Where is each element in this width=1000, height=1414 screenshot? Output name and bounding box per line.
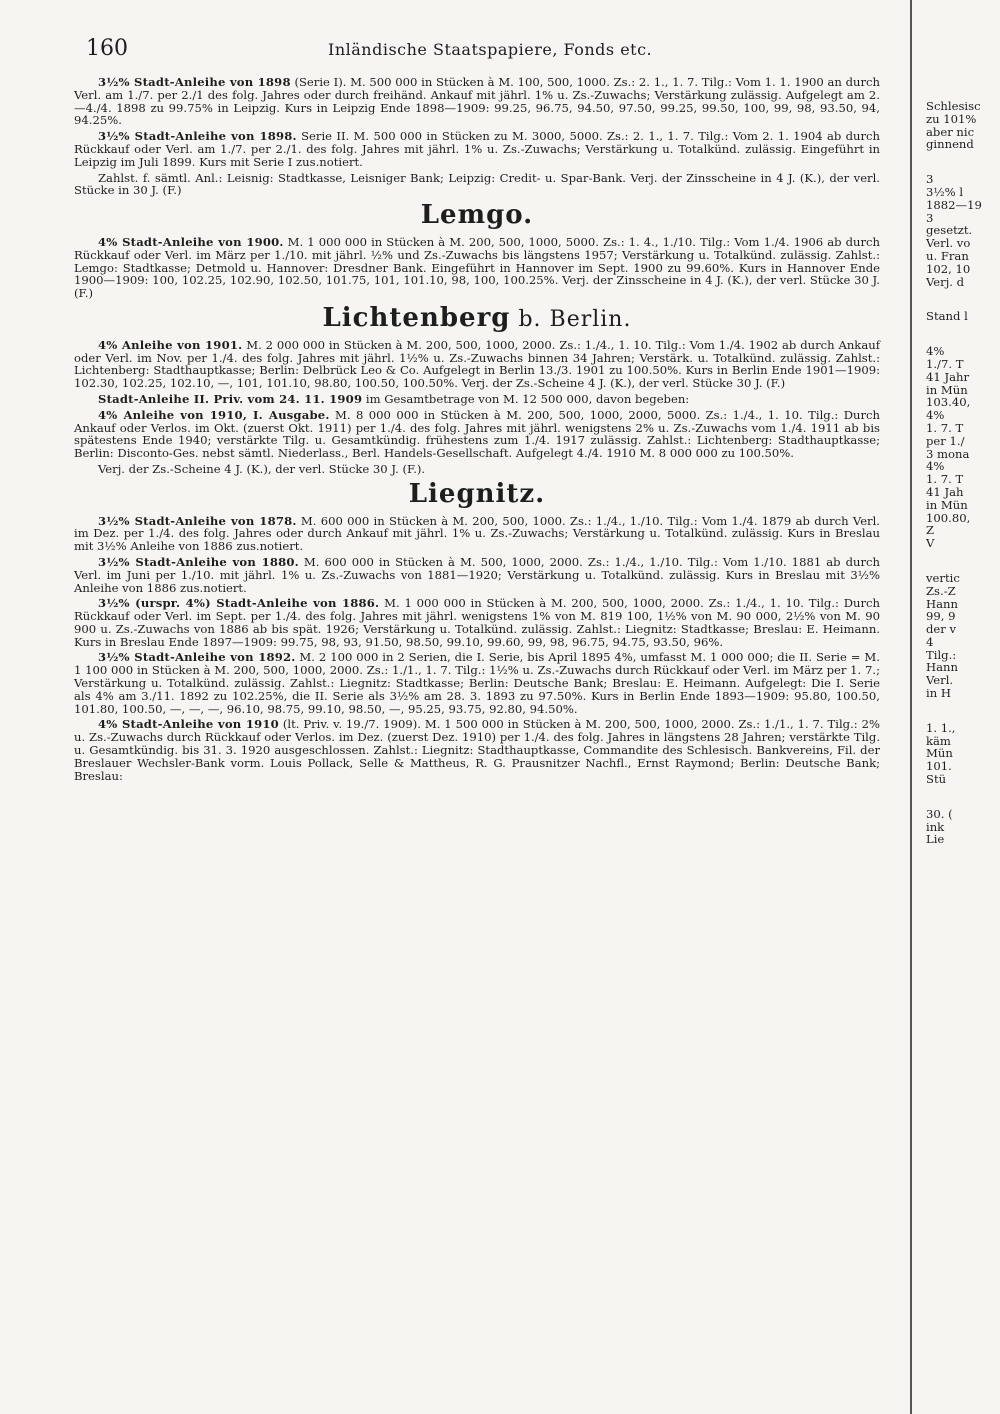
fragment-line: Tilg.: (926, 647, 957, 662)
entry-title: 4% Anleihe von 1901. (98, 337, 243, 352)
entry-paragraph (74, 515, 880, 553)
fragment-line: käm (926, 733, 951, 748)
fragment-gap (926, 323, 1000, 345)
fragment-line: in Mün (926, 497, 968, 512)
entry-title: 3½% Stadt-Anleihe von 1892. (98, 650, 296, 665)
fragment-line: u. Fran (926, 248, 969, 263)
fragment-line: 1./7. T (926, 356, 964, 371)
fragment-line: Mün (926, 746, 953, 761)
entry-text: M. 2 000 000 in Stücken à M. 200, 500, 1000, 2000. Zs.: 1./4., 1. 10. Tilg.: Vom 1./4. 1902 ab durch Ankauf oder Verl. im Nov. per 1./4. des folg. Jahres mit jährl. 1½% u. Zs.-Zuwachs binnen 34 Jahren; Verstärk. u. Totalkünd. zulässig. Zahlst.: Lichtenberg: Stadthauptkasse; Berlin: Delbrück Leo & Co. Aufgelegt in Berlin 13./3. 1901 zu 100.50%. Kurs in Berlin Ende 1901—1909: 102.30, 102.25, 102.10, —, 101, 101.10, 98.80, 100.50, 100.50%. Verj. der Zs.-Scheine 4 J. (K.), der verl. Stücke 30 J. (F.) (74, 337, 880, 391)
fragment-line: Verj. d (926, 274, 965, 289)
entry-paragraph (74, 718, 880, 782)
entry-paragraph (74, 236, 880, 300)
entry-title: 4% Anleihe von 1910, I. Ausgabe. (98, 407, 330, 422)
fragment-line: 99, 9 (926, 609, 956, 624)
fragment-line: 4% (926, 344, 945, 359)
fragment-line: 4% (926, 459, 945, 474)
entry-text: M. 1 000 000 in Stücken à M. 200, 500, 1000, 2000. Zs.: 1./4., 1. 10. Tilg.: Durch Rückkauf oder Verl. im Sept. per 1./4. des folg. Jahres mit jährl. wenigstens 1% von M. 819 100, 1½% von M. 90 000, 2½% von M. 90 900 u. Zs.-Zuwachs von 1886 ab bis spät. 1926; Verstärkung u. Totalkünd. zulässig. Zahlst.: Liegnitz: Stadtkasse; Breslau: E. Heimann. Kurs in Breslau Ende 1897—1909: 99.75, 98, 93, 91.50, 98.50, 99.10, 99.60, 99, 98, 96.75, 94.75, 93.50, 96%. (74, 596, 880, 649)
entry-paragraph (74, 172, 880, 198)
entry-paragraph (74, 339, 880, 390)
fragment-line: Schlesisc (926, 100, 981, 113)
fragment-line: 4 (926, 634, 934, 649)
entry-paragraph (74, 597, 880, 648)
adjacent-page-fragment (926, 100, 1000, 846)
fragment-gap (926, 151, 1000, 173)
entry-text: M. 600 000 in Stücken à M. 500, 1000, 2000. Zs.: 1./4., 1./10. Tilg.: Vom 1./10. 1881 ab durch Verl. im Juni per 1./10. mit jährl. 1% u. Zs.-Zuwachs von 1881—1920; Verstärkung u. Totalkünd. zulässig. Kurs in Breslau mit 3½% Anleihe von 1886 zus.notiert. (74, 554, 880, 595)
fragment-line: 3 mona (926, 446, 970, 461)
fragment-line: vertic (926, 570, 960, 585)
fragment-line: Z (926, 523, 935, 538)
fragment-line: 100.80, (926, 510, 971, 525)
fragment-line: Zs.-Z (926, 583, 956, 598)
fragment-line: Lie (926, 832, 945, 847)
city-heading (74, 478, 880, 509)
fragment-line: gesetzt. (926, 223, 973, 238)
fragment-line: 1. 7. T (926, 472, 964, 487)
fragment-line: der v (926, 622, 957, 637)
fragment-line: 3 (926, 210, 934, 225)
fragment-gap (926, 550, 1000, 572)
fragment-line: Verl. (926, 673, 954, 688)
entry-title: 4% Stadt-Anleihe von 1910 (98, 717, 279, 732)
fragment-line: Hann (926, 596, 958, 611)
entry-paragraph (74, 651, 880, 715)
entry-title: 3½% Stadt-Anleihe von 1898 (98, 75, 291, 89)
city-heading (74, 200, 880, 231)
fragment-line: 4% (926, 408, 945, 423)
running-head: Inländische Staatspapiere, Fonds etc. (328, 40, 653, 59)
fragment-line: 41 Jah (926, 484, 964, 499)
fragment-line: Stü (926, 772, 947, 787)
entry-title: 3½% Stadt-Anleihe von 1878. (98, 513, 297, 528)
fragment-line: 102, 10 (926, 261, 971, 276)
entry-title: 3½% (urspr. 4%) Stadt-Anleihe von 1886. (98, 596, 380, 611)
entry-paragraph (74, 393, 880, 406)
entry-paragraph (74, 463, 880, 476)
entry-text: Serie II. M. 500 000 in Stücken zu M. 3000, 5000. Zs.: 2. 1., 1. 7. Tilg.: Vom 2. 1. 1904 ab durch Rückkauf oder Verl. am 1./7. per 2./1. des folg. Jahres mit jährl. 1% u. Zs.-Zuwachs; Verstärkung u. Totalkünd. zulässig. Eingeführt in Leipzig im Juli 1899. Kurs mit Serie I zus.notiert. (74, 129, 880, 169)
fragment-line: 30. ( (926, 806, 953, 821)
fragment-line: 1882—19 (926, 197, 982, 212)
entry-paragraph (74, 409, 880, 460)
entry-paragraph (74, 130, 880, 168)
fragment-line: Verl. vo (926, 236, 971, 251)
fragment-line: 1. 1., (926, 720, 956, 735)
fragment-line: per 1./ (926, 433, 965, 448)
fragment-line: in H (926, 686, 951, 701)
fragment-line: Hann (926, 660, 958, 675)
entry-text: (Serie I). M. 500 000 in Stücken à M. 100, 500, 1000. Zs.: 2. 1., 1. 7. Tilg.: Vom 1. 1. 1900 an durch Verl. am 1./7. per 2./1 des folg. Jahres oder durch freihänd. Ankauf mit jährl. 1% u. Zs.-Zuwachs; Verstärkung zulässig. Aufgelegt am 2.—4./4. 1898 zu 99.75% in Leipzig. Kurs in Leipzig Ende 1898—1909: 99.25, 96.75, 94.50, 97.50, 99.25, 99.50, 100, 99, 98, 93.50, 94, 94.25%. (74, 75, 880, 128)
fragment-line: 41 Jahr (926, 369, 970, 384)
entry-text: Zahlst. f. sämtl. Anl.: Leisnig: Stadtkasse, Leisniger Bank; Leipzig: Credit- u. Spar-Bank. Verj. der Zinsscheine in 4 J. (K.), der verl. Stücke in 30 J. (F.) (74, 170, 880, 198)
entry-title: 4% Stadt-Anleihe von 1900. (98, 234, 284, 249)
fragment-line: 1. 7. T (926, 420, 964, 435)
city-heading (74, 302, 880, 333)
city-suffix: b. Berlin. (510, 306, 632, 332)
entry-paragraph (74, 76, 880, 127)
entry-text: (lt. Priv. v. 19./7. 1909). M. 1 500 000 in Stücken à M. 200, 500, 1000, 2000. Zs.: 1./1., 1. 7. Tilg.: 2% u. Zs.-Zuwachs durch Rückkauf oder Verlos. im Dez. (zuerst Dez. 1910) per 1./4. des folg. Jahres in längstens 28 Jahren; verstärkte Tilg. u. Gesamtkündig. bis 31. 3. 1920 ausgeschlossen. Zahlst.: Liegnitz: Stadthauptkasse, Commandite des Schlesisch. Bankvereins, Fil. der Breslauer Wechsler-Bank vorm. Louis Pollack, Selle & Mattheus, R. G. Prausnitzer Nachfl., Ernst Raymond; Berlin: Deutsche Bank; Breslau: (74, 717, 880, 783)
fragment-line: aber nic (926, 124, 975, 139)
entry-paragraph (74, 556, 880, 594)
fragment-line: 3½% l (926, 184, 964, 199)
page-body (74, 76, 880, 782)
entry-title: 3½% Stadt-Anleihe von 1880. (98, 554, 299, 569)
entry-text: Verj. der Zs.-Scheine 4 J. (K.), der verl. Stücke 30 J. (F.). (98, 461, 426, 476)
entry-title: Stadt-Anleihe II. Priv. vom 24. 11. 1909 (98, 391, 363, 406)
fragment-line: 3 (926, 172, 934, 187)
fragment-line: 101. (926, 759, 952, 774)
page-header (74, 36, 880, 76)
fragment-gap (926, 786, 1000, 808)
entry-text: im Gesamtbetrage von M. 12 500 000, davon begeben: (362, 391, 690, 406)
fragment-line: Stand l (926, 309, 968, 324)
fragment-line: V (926, 536, 935, 551)
column-divider (910, 0, 912, 1414)
main-column (74, 36, 880, 782)
fragment-line: 103.40, (926, 395, 971, 410)
fragment-line: in Mün (926, 382, 968, 397)
entry-text: M. 8 000 000 in Stücken à M. 200, 500, 1000, 2000, 5000. Zs.: 1./4., 1. 10. Tilg.: Durch Ankauf oder Verlos. im Okt. (zuerst Okt. 1911) per 1./4. des folg. Jahres mit jährl. wenigstens 2% u. Zs.-Zuwachs vom 1./4. 1911 ab bis spätestens Ende 1940; verstärkte Tilg. u. Gesamtkündig. frühestens zum 1./4. 1917 zulässig. Zahlst.: Lichtenberg: Stadthauptkasse; Berlin: Disconto-Ges. nebst sämtl. Niederlass., Berl. Handels-Gesellschaft. Aufgelegt 4./4. 1910 M. 8 000 000 zu 100.50%. (74, 407, 880, 461)
city-name: Lemgo. (420, 200, 534, 231)
city-name: Liegnitz. (408, 478, 546, 509)
entry-text: M. 600 000 in Stücken à M. 200, 500, 1000. Zs.: 1./4., 1./10. Tilg.: Vom 1./4. 1879 ab durch Verl. im Dez. per 1./4. des folg. Jahres oder durch Ankauf mit jährl. 1% u. Zs.-Zuwachs; Verstärkung u. Totalkünd. zulässig. Kurs in Breslau mit 3½% Anleihe von 1886 zus.notiert. (74, 513, 880, 554)
fragment-line: ink (926, 819, 945, 834)
fragment-line: zu 101% (926, 111, 977, 126)
fragment-gap (926, 288, 1000, 310)
entry-text: M. 2 100 000 in 2 Serien, die I. Serie, bis April 1895 4%, umfasst M. 1 000 000; die II. Serie = M. 1 100 000 in Stücken à M. 200, 500, 1000, 2000. Zs.: 1./1., 1. 7. Tilg.: 1½% u. Zs.-Zuwachs durch Rückkauf oder Verl. im März per 1. 7.; Verstärkung u. Totalkünd. zulässig. Zahlst.: Liegnitz: Stadtkasse; Berlin: Deutsche Bank; Breslau: E. Heimann. Aufgelegt: Die I. Serie als 4% am 3./11. 1892 zu 102.25%, die II. Serie als 3½% am 28. 3. 1893 zu 97.50%. Kurs in Berlin Ende 1893—1909: 95.80, 100.50, 101.80, 100.50, —, —, —, 96.10, 98.75, 99.10, 98.50, —, 95.25, 93.75, 92.80, 94.50%. (74, 650, 880, 716)
fragment-gap (926, 700, 1000, 722)
entry-title: 3½% Stadt-Anleihe von 1898. (98, 129, 297, 144)
city-name: Lichtenberg (322, 302, 511, 333)
fragment-line: ginnend (926, 137, 974, 152)
page-number: 160 (86, 36, 128, 61)
entry-text: M. 1 000 000 in Stücken à M. 200, 500, 1000, 5000. Zs.: 1. 4., 1./10. Tilg.: Vom 1./4. 1906 ab durch Rückkauf oder Verl. im März per 1./10. mit jährl. ½% und Zs.-Zuwachs bis längstens 1957; Verstärkung u. Totalkünd. zulässig. Zahlst.: Lemgo: Stadtkasse; Detmold u. Hannover: Dresdner Bank. Eingeführt in Hannover im Sept. 1900 zu 99.60%. Kurs in Hannover Ende 1900—1909: 100, 102.25, 102.90, 102.50, 101.75, 101, 101.10, 98, 100, 100.25%. Verj. der Zinsscheine in 4 J. (K.), der verl. Stücke 30 J. (F.) (74, 234, 880, 301)
